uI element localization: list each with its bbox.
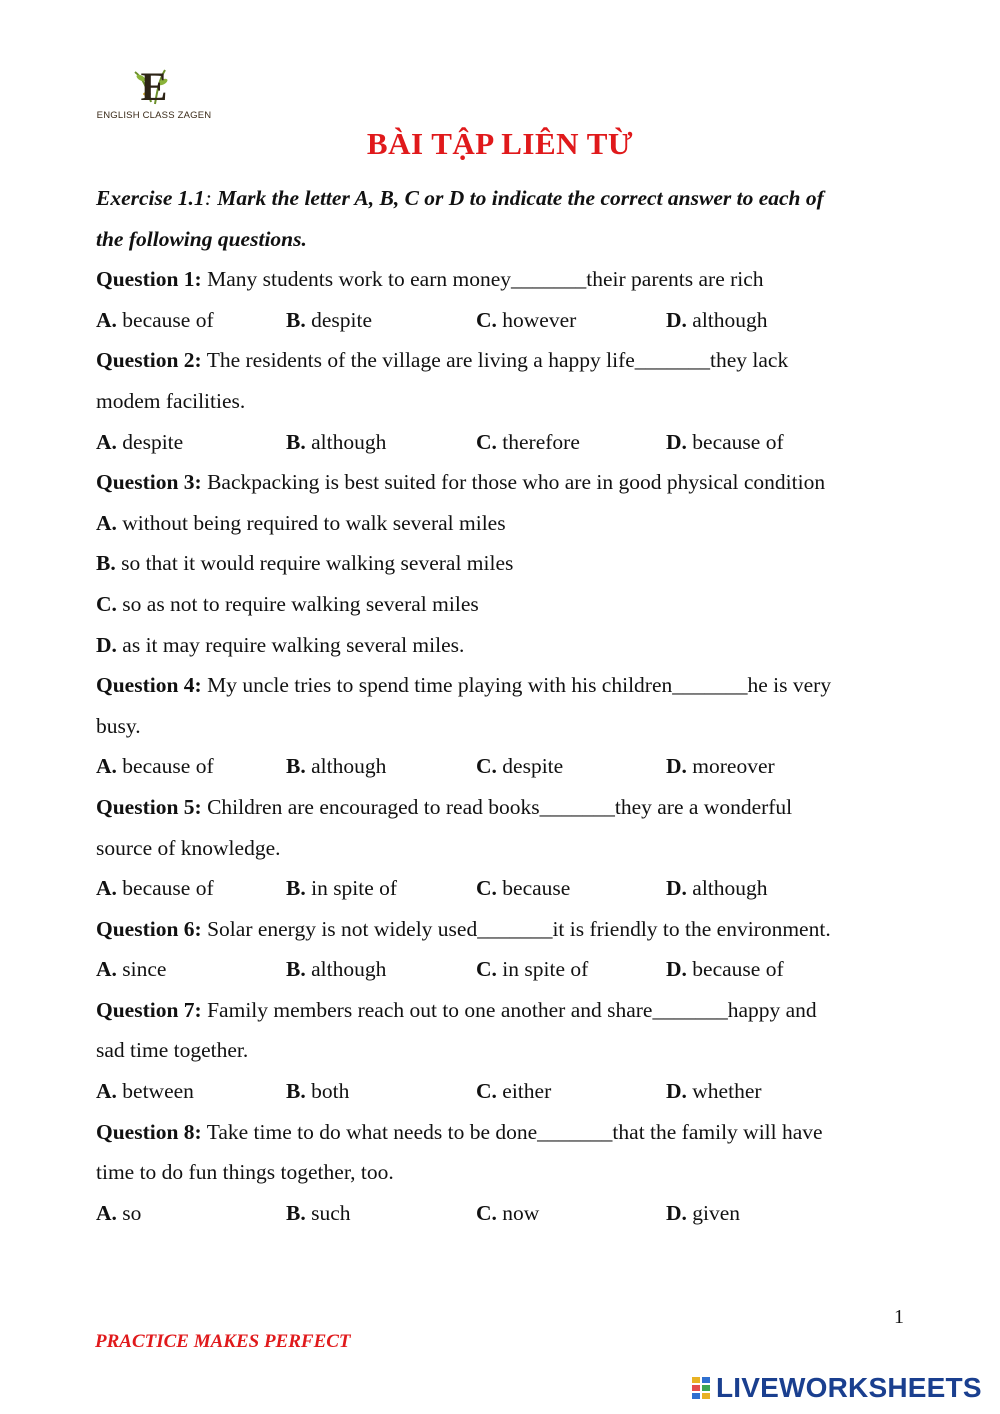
answer-option: [286, 300, 476, 341]
answer-option: [476, 746, 666, 787]
option-text: although: [311, 429, 387, 454]
question-stem-continuation: [96, 706, 916, 747]
option-text: although: [692, 307, 768, 332]
option-letter: A.: [96, 1079, 117, 1104]
option-text: because: [502, 876, 571, 901]
answer-options-row: [96, 868, 916, 909]
answer-option: [286, 1071, 476, 1112]
option-text: between: [122, 1079, 194, 1104]
answer-option: [96, 625, 916, 666]
answer-option: [666, 422, 856, 463]
option-letter: C.: [476, 754, 497, 779]
option-letter: A.: [96, 1200, 117, 1225]
question-text: time to do fun things together, too.: [96, 1160, 394, 1185]
question-stem: [96, 462, 916, 503]
option-text: because of: [692, 957, 784, 982]
option-text: such: [311, 1200, 351, 1225]
answer-option: [96, 1193, 286, 1234]
exercise-instruction: [96, 178, 916, 219]
question-text: The residents of the village are living a happy life_______they lack: [206, 348, 789, 373]
answer-option: [476, 422, 666, 463]
question-label: Question 5:: [96, 794, 202, 819]
answer-option: [96, 868, 286, 909]
answer-option: [286, 746, 476, 787]
answer-option: [96, 422, 286, 463]
option-letter: B.: [286, 307, 306, 332]
question-list: [96, 259, 916, 1233]
option-letter: A.: [96, 876, 117, 901]
logo: [95, 58, 213, 124]
answer-options-row: [96, 422, 916, 463]
answer-option: [286, 949, 476, 990]
answer-option: [666, 868, 856, 909]
option-letter: C.: [476, 1200, 497, 1225]
question-text: My uncle tries to spend time playing with his children_______he is very: [207, 673, 832, 698]
option-letter: D.: [666, 754, 687, 779]
option-text: because of: [122, 754, 214, 779]
option-text: because of: [692, 429, 784, 454]
exercise-label: Exercise 1.1: [96, 186, 205, 210]
question-text: modem facilities.: [96, 388, 246, 413]
option-text: either: [502, 1079, 552, 1104]
question-label: Question 4:: [96, 673, 202, 698]
answer-options-row: [96, 300, 916, 341]
option-letter: A.: [96, 510, 117, 535]
option-text: whether: [692, 1079, 762, 1104]
option-letter: B.: [286, 429, 306, 454]
exercise-separator: :: [204, 186, 212, 210]
option-text: in spite of: [311, 876, 398, 901]
option-text: so that it would require walking several miles: [121, 551, 514, 576]
exercise-instruction-line2: the following questions.: [96, 226, 307, 251]
answer-options-row: [96, 746, 916, 787]
answer-option: [96, 584, 916, 625]
option-text: although: [692, 876, 768, 901]
answer-option: [96, 543, 916, 584]
question-stem-continuation: [96, 1030, 916, 1071]
option-letter: A.: [96, 754, 117, 779]
option-letter: D.: [666, 1200, 687, 1225]
option-text: so as not to require walking several miles: [122, 591, 479, 616]
page-title: BÀI TẬP LIÊN TỪ: [366, 126, 634, 161]
option-letter: D.: [666, 957, 687, 982]
option-letter: C.: [476, 876, 497, 901]
question-label: Question 1:: [96, 267, 202, 292]
option-letter: B.: [286, 754, 306, 779]
worksheet-content: [96, 178, 916, 1233]
option-text: because of: [122, 307, 214, 332]
option-letter: C.: [476, 1079, 497, 1104]
question-label: Question 6:: [96, 916, 202, 941]
question-stem-continuation: [96, 381, 916, 422]
liveworksheets-label: LIVEWORKSHEETS: [716, 1372, 982, 1403]
question-stem: [96, 990, 916, 1031]
question-text: busy.: [96, 713, 141, 738]
option-letter: C.: [476, 957, 497, 982]
option-text: however: [502, 307, 577, 332]
question-text: Children are encouraged to read books_______they are a wonderful: [207, 794, 793, 819]
option-letter: A.: [96, 429, 117, 454]
option-letter: C.: [476, 429, 497, 454]
question-stem: [96, 259, 916, 300]
answer-option: [476, 300, 666, 341]
question-text: Backpacking is best suited for those who are in good physical condition: [207, 470, 826, 495]
answer-options-row: [96, 1193, 916, 1234]
option-text: as it may require walking several miles.: [122, 632, 465, 657]
option-text: given: [692, 1200, 741, 1225]
question-text: Solar energy is not widely used_______it is friendly to the environment.: [207, 916, 831, 941]
answer-option: [96, 503, 916, 544]
option-text: since: [122, 957, 167, 982]
answer-option: [96, 300, 286, 341]
answer-option: [666, 949, 856, 990]
answer-option: [666, 1071, 856, 1112]
question-label: Question 2:: [96, 348, 202, 373]
question-stem: [96, 787, 916, 828]
liveworksheets-icon: [690, 1374, 712, 1402]
question-stem: [96, 1112, 916, 1153]
question-stem: [96, 340, 916, 381]
option-letter: D.: [666, 1079, 687, 1104]
option-text: despite: [311, 307, 372, 332]
question-stem: [96, 909, 916, 950]
question-stem-continuation: [96, 1152, 916, 1193]
option-letter: B.: [96, 551, 116, 576]
answer-option: [96, 746, 286, 787]
exercise-instruction-line1: Mark the letter A, B, C or D to indicate the correct answer to each of: [217, 186, 824, 210]
option-letter: C.: [96, 591, 117, 616]
answer-option: [286, 868, 476, 909]
question-stem: [96, 665, 916, 706]
question-label: Question 8:: [96, 1119, 202, 1144]
option-letter: D.: [666, 876, 687, 901]
answer-option: [666, 1193, 856, 1234]
answer-options-row: [96, 949, 916, 990]
answer-option: [96, 1071, 286, 1112]
answer-option: [666, 300, 856, 341]
question-text: Many students work to earn money_______their parents are rich: [207, 267, 764, 292]
option-text: so: [122, 1200, 142, 1225]
option-text: despite: [122, 429, 184, 454]
option-text: in spite of: [502, 957, 589, 982]
option-letter: C.: [476, 307, 497, 332]
question-text: Family members reach out to one another and share_______happy and: [207, 997, 817, 1022]
answer-option: [476, 1071, 666, 1112]
answer-option: [476, 1193, 666, 1234]
answer-option: [476, 949, 666, 990]
option-text: although: [311, 957, 387, 982]
option-letter: D.: [666, 429, 687, 454]
option-letter: B.: [286, 957, 306, 982]
option-text: despite: [502, 754, 564, 779]
answer-options-row: [96, 1071, 916, 1112]
option-text: although: [311, 754, 387, 779]
option-text: without being required to walk several miles: [122, 510, 506, 535]
option-letter: A.: [96, 307, 117, 332]
question-text: sad time together.: [96, 1038, 249, 1063]
answer-option: [286, 422, 476, 463]
question-text: Take time to do what needs to be done_______that the family will have: [206, 1119, 823, 1144]
footer-slogan: PRACTICE MAKES PERFECT: [95, 1331, 351, 1352]
liveworksheets-brand[interactable]: [690, 1372, 982, 1404]
option-text: now: [502, 1200, 540, 1225]
option-letter: D.: [666, 307, 687, 332]
question-label: Question 3:: [96, 470, 202, 495]
option-text: because of: [122, 876, 214, 901]
option-text: therefore: [502, 429, 580, 454]
option-letter: D.: [96, 632, 117, 657]
option-letter: A.: [96, 957, 117, 982]
logo-caption: ENGLISH CLASS ZAGEN: [96, 110, 212, 121]
option-text: moreover: [692, 754, 775, 779]
option-letter: B.: [286, 876, 306, 901]
answer-option: [96, 949, 286, 990]
question-text: source of knowledge.: [96, 835, 281, 860]
answer-option: [286, 1193, 476, 1234]
question-stem-continuation: [96, 828, 916, 869]
option-text: both: [311, 1079, 350, 1104]
page-number: 1: [894, 1306, 904, 1328]
option-letter: B.: [286, 1079, 306, 1104]
option-letter: B.: [286, 1200, 306, 1225]
logo-letter: E: [140, 64, 168, 109]
answer-option: [476, 868, 666, 909]
answer-option: [666, 746, 856, 787]
question-label: Question 7:: [96, 997, 202, 1022]
